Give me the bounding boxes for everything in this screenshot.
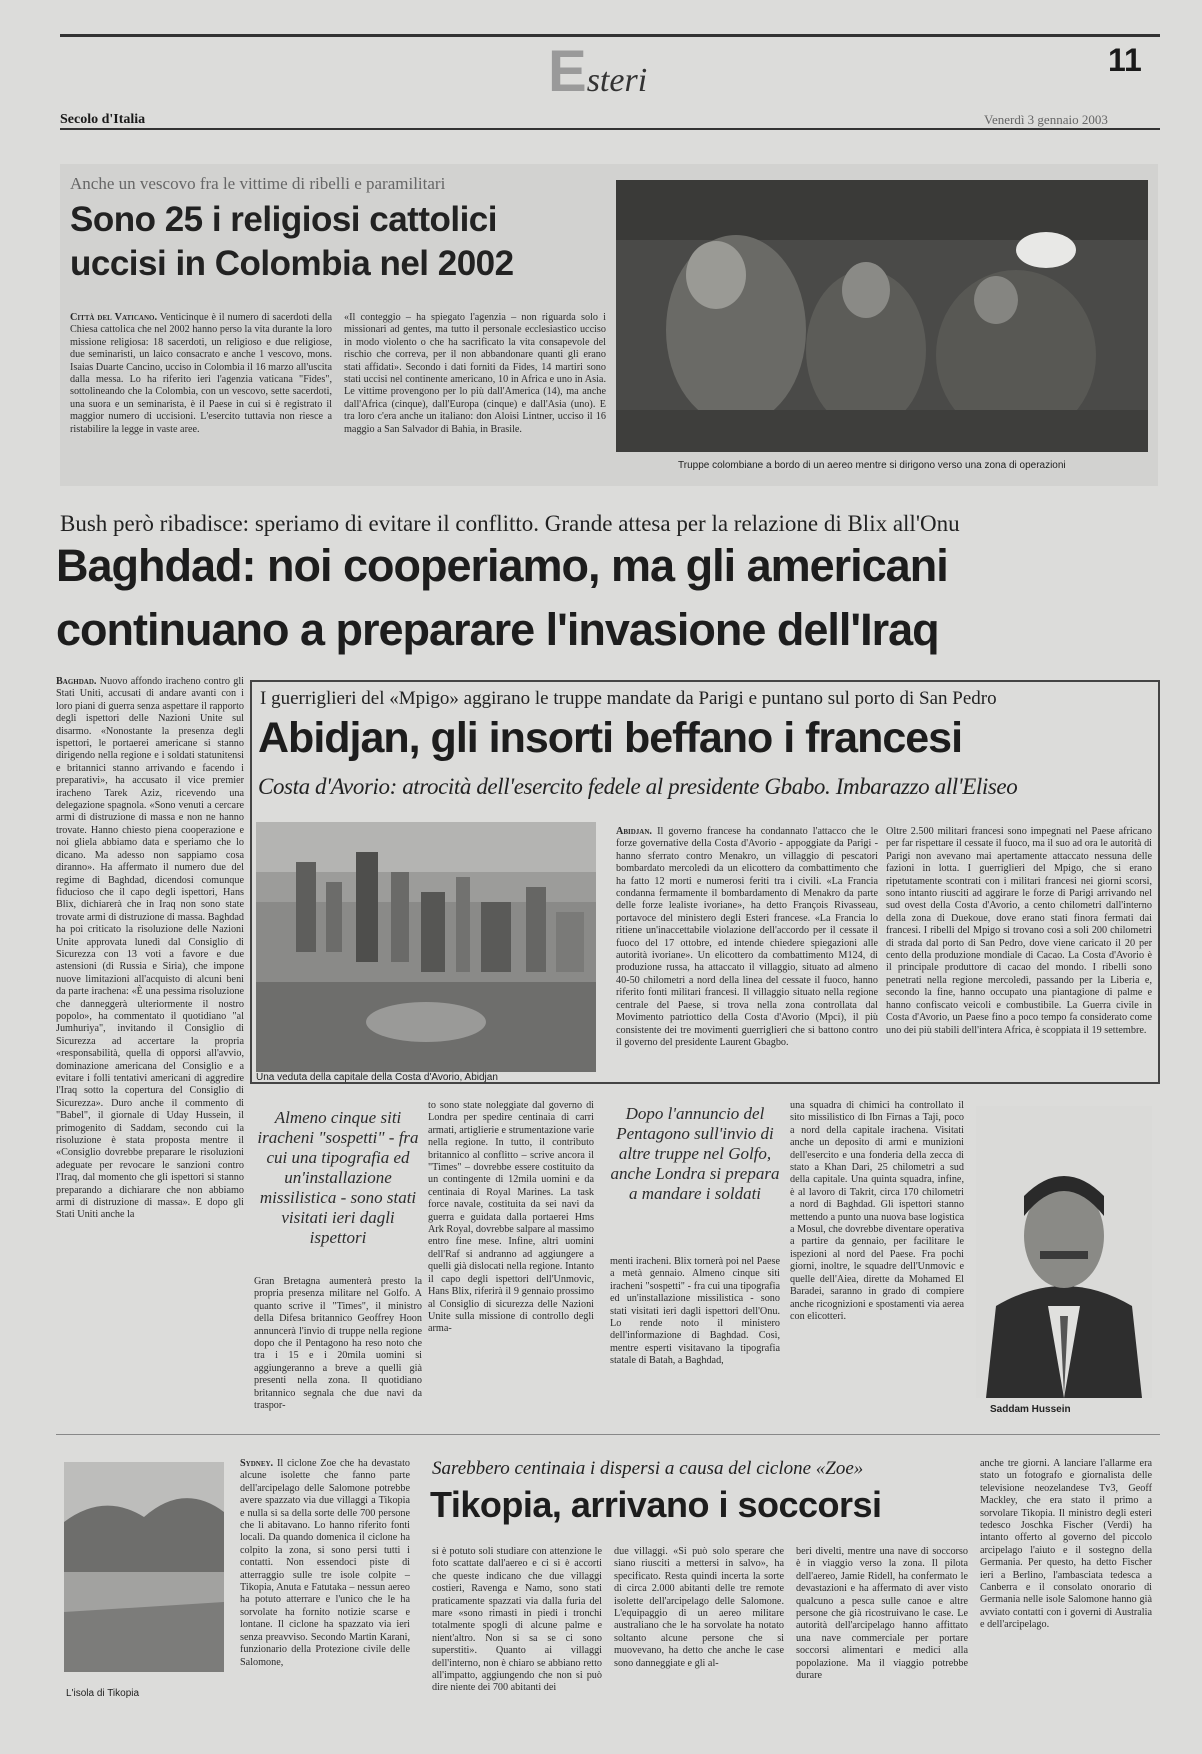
iraq-pull-quote-2: Dopo l'annuncio del Pentagono sull'invio di altre truppe nel Golfo, anche Londra si prepara a mandare i soldati — [610, 1104, 780, 1203]
iraq-middle-column-2: to sono state noleggiate dal governo di Londra per spedire centinaia di carri armati, artiglierie e strumentazione varie nella regione. In tutto, il contributo britannico al conflitto – scrive ancora il "Times" – dovrebbe essere costituito da un contingente di 12mila uomini e da centinaia di Royal Marines. La task force navale, costituita da sei navi da guerra e guidata dalla portaerei Hms Ark Royal, dovrebbe salpare al massimo entro fine mese. Infine, altri uomini dell'Raf si andranno ad aggiungere a quelli già dislocati nella regione. Intanto il capo degli ispettori dell'Unmovic, Hans Blix, riferirà il 9 gennaio prossimo al Consiglio di sicurezza delle Nazioni Unite sulla missione di controllo degli arma- — [428, 1100, 594, 1335]
masthead-rule — [60, 128, 1160, 130]
iraq-headline-line2: continuano a preparare l'invasione dell'Iraq — [56, 604, 939, 655]
abidjan-headline: Abidjan, gli insorti beffano i francesi — [258, 714, 963, 762]
iraq-left-column-text: Nuovo affondo iracheno contro gli Stati Uniti, accusati di andare avanti con i loro piani di guerra senza aspettare il rapporto degli ispettori delle Nazioni Unite sul disarmo. «Nonostante la presenza degli ispettori, le portaerei americane si stanno dirigendo nella regione e i soldati statunitensi e britannici stanno arrivando e facendo i preparativi», ha accusato il vice premier iracheno Tarek Aziz, ricevendo una delegazione spagnola. «Sono venuti a cercare armi di distruzione di massa e non ne hanno trovate. Hanno chiesto piena cooperazione e noi gliela abbiamo data e speriamo che lo dicano. Ma adesso non sappiamo cosa diranno». Ha affermato il numero due del regime di Baghdad, dicendosi comunque fiducioso che il capo degli ispettori, Hans Blix, dichiarerà che in Iraq non sono state trovate armi di distruzione di massa. Baghdad ha poi criticato la risoluzione delle Nazioni Unite approvata lunedì dal Consiglio di Sicurezza con 13 voti a favore e due astensioni (di Russia e Siria), che impone nuove limitazioni all'acquisto di alcuni beni da parte irachena: «È una pessima risoluzione che danneggerà ulteriormente il nostro popolo», ha commentato il quotidiano "al Jumhuriya", invitando il Consiglio di Sicurezza ad accertare la propria «responsabilità, quella di opporsi all'avvio, dominazione americana del Consiglio e a evitare i folli tentativi americani di aggredire l'Iraq sotto la copertura del Consiglio di Sicurezza». Duro anche il commento di "Babel", il giornale di Uday Hussein, il primogenito di Saddam, secondo cui la risoluzione è stata proposta mentre il «Consiglio dovrebbe preparare le risoluzioni adeguate per revocare le sanzioni contro l'Iraq, dal momento che gli ispettori si stanno preparando a dichiarare che non abbiamo armi di distruzione di massa». E dopo gli Stati Uniti anche la — [56, 676, 244, 1221]
tikopia-column-2: si è potuto soli studiare con attenzione le foto scattate dall'aereo e ci si è accorti che queste indicano che due villaggi costieri, Ravenga e Namo, sono stati praticamente spazzati via dalla furia del mare «sono rimasti in piedi i tronchi totalmente spogli di alcune palme e nient'altro. Non si sa se ci sono superstiti». Quanto ai villaggi dell'interno, non è chiaro se abbiano retto all'impatto, aggiungendo che non si può dire niente dei 700 abitanti dei — [432, 1546, 602, 1694]
colombia-troops-photo — [616, 180, 1148, 452]
tikopia-top-rule — [56, 1434, 1160, 1435]
section-title — [548, 39, 648, 104]
colombia-dateline: Città del Vaticano. — [70, 312, 158, 323]
colombia-headline-line1: Sono 25 i religiosi cattolici — [70, 200, 497, 239]
tikopia-column-3: due villaggi. «Si può solo sperare che siano riusciti a mettersi in salvo», ha specificato. Resta quindi incerta la sorte di circa 2.000 abitanti delle tre remote isolette dell'arcipelago delle Salomone. L'equipaggio di un aereo militare australiano che le ha sorvolate ha notato soltanto alcune persone che si muovevano, ha detto che anche le case sono danneggiate e gli al- — [614, 1546, 784, 1669]
paper-name: Secolo d'Italia — [60, 112, 146, 127]
colombia-column-1 — [70, 312, 332, 480]
saddam-photo — [976, 1106, 1152, 1398]
abidjan-kicker: I guerriglieri del «Mpigo» aggirano le truppe mandate da Parigi e puntano sul porto di San Pedro — [260, 688, 997, 709]
tikopia-column-5: anche tre giorni. A lanciare l'allarme era stato un fotografo e giornalista delle televisione neozelandese Tv3, Geoff Mackley, che era stato il primo a sorvolare Tikopia. Il ministro degli esteri tedesco Joschka Fischer (Verdi) ha intanto offerto al governo del piccolo arcipelago l'aiuto e il sostegno della Germania. Per questo, ha detto Fischer ieri a Berlino, l'ambasciata tedesca a Canberra e il consolato onorario di Germania nelle isole Salomone hanno già avviato contatti con i governi di Australia e dell'arcipelago. — [980, 1458, 1152, 1631]
tikopia-dateline: Sydney. — [240, 1458, 274, 1469]
colombia-column-1-text: Venticinque è il numero di sacerdoti della Chiesa cattolica che nel 2002 hanno perso la vita durante la loro missione religiosa: 18 sacerdoti, un religioso e due religiose, due seminaristi, un laico consacrato e anche 1 vescovo, mons. Isaias Duarte Cancino, ucciso in Colombia il 16 marzo all'uscita dalla messa. Lo ha riferito ieri l'agenzia vaticana "Fides", sottolineando che la Colombia, con un vescovo, sette sacerdoti, una suora e un seminarista, è il Paese in cui si è registrato il maggior numero di uccisioni. L'esercito tuttavia non riesce a ristabilire la legge in vaste aree. — [70, 312, 332, 435]
iraq-kicker: Bush però ribadisce: speriamo di evitare il conflitto. Grande attesa per la relazione di Blix all'Onu — [60, 511, 960, 536]
tikopia-photo-caption: L'isola di Tikopia — [66, 1688, 140, 1699]
issue-date: Venerdì 3 gennaio 2003 — [984, 112, 1108, 127]
tikopia-island-photo-graphic — [64, 1462, 224, 1672]
tikopia-column-4: beri divelti, mentre una nave di soccorso è in viaggio verso la zona. Il pilota dell'aereo, Jamie Ridell, ha confermato le devastazioni e ha affermato di aver visto qualcuno a pesca sulle canoe e altre persone che già ricostruivano le case. Le autorità dell'arcipelago hanno affittato una nave commerciale per portare soccorsi alimentari e medici alla popolazione. Ma il viaggio potrebbe durare — [796, 1546, 968, 1682]
abidjan-city-photo — [256, 822, 596, 1072]
colombia-photo-caption: Truppe colombiane a bordo di un aereo mentre si dirigono verso una zona di operazioni — [678, 460, 1066, 471]
tikopia-kicker: Sarebbero centinaia i dispersi a causa del ciclone «Zoe» — [432, 1458, 864, 1479]
colombia-headline-line2: uccisi in Colombia nel 2002 — [70, 244, 514, 283]
colombia-troops-photo-graphic — [616, 180, 1148, 452]
abidjan-dateline: Abidjan. — [616, 826, 652, 837]
iraq-middle-column-4: una squadra di chimici ha controllato il sito missilistico di Ibn Firnas a Taji, poco a nord della capitale irachena. Visitati anche un deposito di armi e munizioni dell'esercito e una fonderia della zecca di stato a Khan Dari, 25 chilometri a sud della capitale. Una quinta squadra, infine, è al lavoro di Takrit, circa 170 chilometri a nord di Baghdad. Gli ispettori stanno mettendo a punto una nuova base logistica a Mosul, che dovrebbe diventare operativa a partire da gennaio, per facilitare le ispezioni al nord del Paese. Fra pochi giorni, inoltre, le squadre dell'Unmovic e quelle dell'Aiea, dirette da Mohamed El Baradei, saranno in grado di compiere anche ricognizioni e spostamenti via aerea con elicotteri. — [790, 1100, 964, 1322]
top-rule — [60, 34, 1160, 37]
saddam-photo-graphic — [976, 1106, 1152, 1398]
saddam-photo-caption: Saddam Hussein — [990, 1404, 1071, 1415]
iraq-dateline: Baghdad. — [56, 676, 97, 687]
tikopia-column-1-text: Il ciclone Zoe che ha devastato alcune isolette che fanno parte dell'arcipelago delle Salomone potrebbe avere spazzato via due villaggi a Tikopia e nulla si sa della sorte delle 700 persone che li abitavano. Lo hanno riferito fonti locali. Da quando domenica il ciclone ha colpito la zona, si sono persi tutti i contatti. Non essendoci piste di atterraggio sulle tre isole colpite – Tikopia, Anuta e Fatutaka – nessun aereo ha potuto atterrare e l'unico che le ha sorvolate ha fornito notizie scarse e lontane. Il ciclone ha spazzato via ieri senza preavviso. Secondo Martin Karani, funzionario della Protezione civile delle Salomone, — [240, 1458, 410, 1668]
abidjan-article — [250, 680, 1160, 1084]
page-number: 11 — [1108, 42, 1142, 78]
iraq-headline-line1: Baghdad: noi cooperiamo, ma gli americani — [56, 540, 948, 591]
colombia-article — [60, 164, 1158, 486]
colombia-kicker: Anche un vescovo fra le vittime di ribelli e paramilitari — [70, 174, 446, 193]
tikopia-island-photo — [64, 1462, 224, 1672]
iraq-middle-column-1: Gran Bretagna aumenterà presto la propria presenza militare nel Golfo. A quanto scrive il "Times", il ministro della Difesa britannico Geoffrey Hoon annuncerà l'invio di truppe nella regione dopo che il Pentagono ha reso noto che tra i 15 e i 20mila uomini si aggiungeranno a breve a quelli già presenti nella zona. Il quotidiano britannico segnala che due navi da traspor- — [254, 1276, 422, 1412]
tikopia-headline: Tikopia, arrivano i soccorsi — [430, 1484, 882, 1525]
abidjan-subhead: Costa d'Avorio: atrocità dell'esercito fedele al presidente Gbabo. Imbarazzo all'Eliseo — [258, 774, 1018, 799]
tikopia-column-1 — [240, 1458, 410, 1702]
colombia-column-2: «Il conteggio – ha spiegato l'agenzia – non riguarda solo i missionari ad gentes, ma tutto il personale ecclesiastico ucciso in modo violento o che ha sacrificato la vita consapevole del rischio che correva, per il non abbandonare quanti gli erano stati affidati». Secondo i dati forniti da Fides, 14 martiri sono stati uccisi nel continente americano, 10 in Africa e uno in Asia. Le vittime provengono per lo più dall'America (14), ma anche dall'Africa (cinque), dall'Europa (cinque) e dall'Asia (uno). E tra loro c'era anche un italiano: don Aloisi Lintner, ucciso il 16 maggio a San Salvador di Bahia, in Brasile. — [344, 312, 606, 435]
abidjan-city-photo-graphic — [256, 822, 596, 1072]
section-title-initial: E — [548, 39, 587, 104]
abidjan-column-1 — [616, 826, 878, 1074]
abidjan-column-1-text: Il governo francese ha condannato l'attacco che le forze governative della Costa d'Avorio - appoggiate da Parigi - hanno sferrato contro Menakro, un villaggio di pescatori bombardato mercoledì da un elicottero da combattimento che ha fatto 12 morti e numerosi feriti tra i civili. «La Francia condanna fermamente il bombardamento di Menakro da parte delle forze lealiste ivoriane», ha detto François Rivasseau, portavoce del ministero degli Esteri francese. «La Francia lo ritiene un'inaccettabile violazione dell'accordo per il cessate il fuoco del 17 ottobre, ed intende chiedere spiegazioni alle autorità ivoriane». Un elicottero da combattimento M124, di produzione russa, ha attaccato il villaggio, situato ad almeno 40-50 chilometri a nord della linea del cessate il fuoco, hanno riferito fonti militari francesi. Il villaggio situato nella regione centrale del Paese, si trova nella zona controllata dal Movimento patriottico della Costa d'Avorio (Mpci), il più consistente dei tre movimenti guerriglieri che si battono contro il governo del presidente Laurent Gbagbo. — [616, 826, 878, 1048]
iraq-middle-column-3: menti iracheni. Blix tornerà poi nel Paese a metà gennaio. Almeno cinque siti iracheni "sospetti" - fra cui una tipografia ed un'installazione missilistica - sono stati visitati ieri dagli ispettori dell'Onu. Lo rende noto il ministero dell'informazione di Baghdad. Così, mentre esperti visitavano la tipografia statale di Batah, a Baghdad, — [610, 1256, 780, 1367]
iraq-left-column — [56, 676, 244, 1418]
iraq-pull-quote-1: Almeno cinque siti iracheni "sospetti" - fra cui una tipografia ed un'installazione missilistica - sono stati visitati ieri dagli ispettori — [257, 1108, 419, 1247]
abidjan-photo-caption: Una veduta della capitale della Costa d'Avorio, Abidjan — [256, 1072, 498, 1083]
section-title-rest: steri — [586, 62, 648, 99]
abidjan-column-2: Oltre 2.500 militari francesi sono impegnati nel Paese africano per far rispettare il cessate il fuoco, ma il suo ad ora le autorità di Parigi non avevano mai apertamente attaccato nessuna delle fazioni in lotta. I guerriglieri del Mpigo, che si erano ripetutamente scontrati con i militari francesi nei giorni scorsi, sono intanto riusciti ad aggirare le forze di Parigi arrivando nel sud ovest della Costa d'Avorio, a cento chilometri dall'interno della zona di Duekoue, dove erano stati finora fermati dai francesi. I ribelli del Mpigo si trovano così a soli 200 chilometri di strada dal porto di San Pedro, dove viene caricato il 20 per cento della produzione mondiale di Cacao. La Costa d'Avorio è il principale produttore di cacao del mondo. I ribelli sono penetrati nella regione mercoledì, passando per la Liberia e, secondo la fine, hanno occupato una piantagione di palme e hanno confiscato veicoli e combustibile. La Guerra civile in Costa d'Avorio, un Paese fino a poco tempo fa considerato come uno dei più stabili dell'intera Africa, è scoppiata il 19 settembre. — [886, 826, 1152, 1036]
